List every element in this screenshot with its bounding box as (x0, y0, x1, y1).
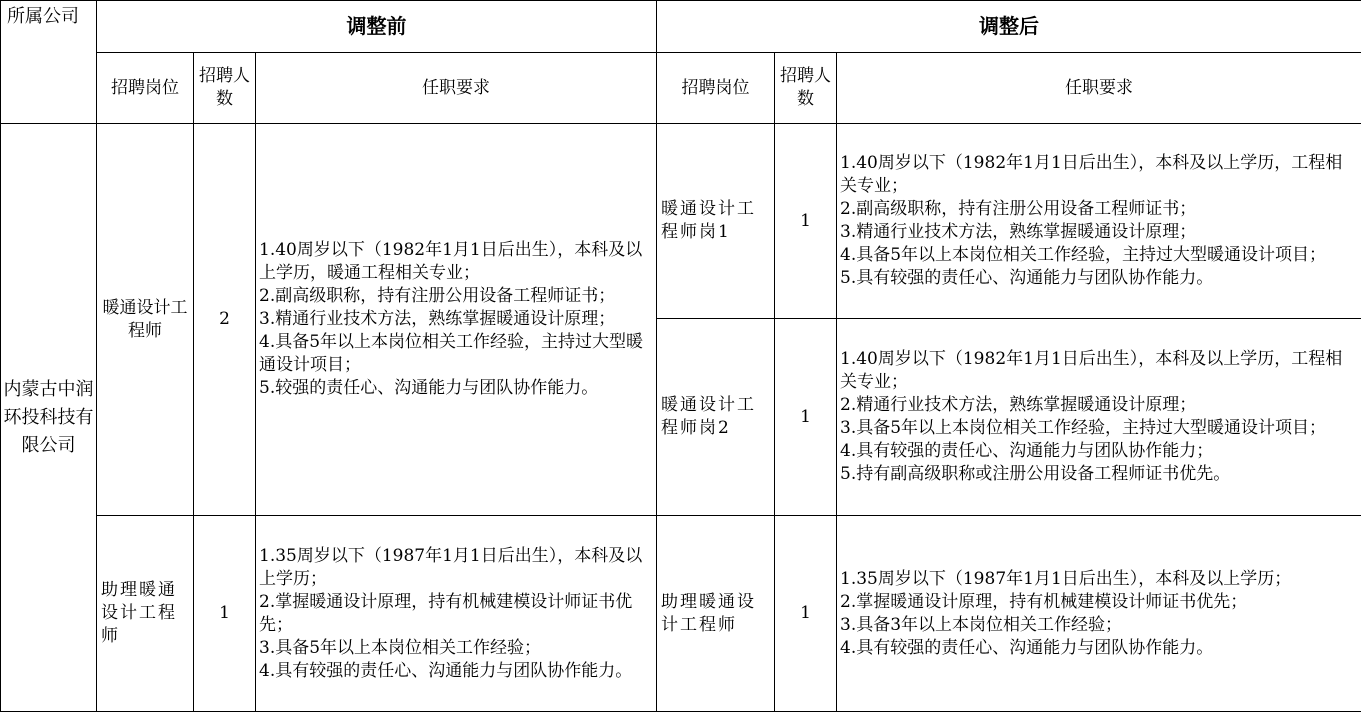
requirement-line: 3.具备5年以上本岗位相关工作经验； (259, 637, 542, 658)
requirement-line: 2.副高级职称，持有注册公用设备工程师证书； (259, 286, 616, 306)
requirement-line: 2.掌握暖通设计原理，持有机械建模设计师证书优先； (840, 591, 1248, 612)
before-header: 调整前 (97, 1, 657, 53)
requirement-line: 1.40周岁以下（1982年1月1日后出生），本科及以上学历，工程相关专业； (840, 153, 1343, 196)
requirement-line: 2.掌握暖通设计原理，持有机械建模设计师证书优先； (259, 591, 633, 635)
requirement-line: 1.35周岁以下（1987年1月1日后出生），本科及以上学历； (840, 568, 1292, 589)
before-requirements-2 (256, 516, 657, 712)
requirement-line: 5.较强的责任心、沟通能力与团队协作能力。 (259, 378, 599, 398)
before-requirements-header: 任职要求 (256, 53, 657, 124)
before-position-2: 助理暖通设计工程师 (97, 516, 194, 712)
after-position-1: 暖通设计工程师岗1 (657, 124, 775, 319)
requirement-line: 1.40周岁以下（1982年1月1日后出生），本科及以上学历，暖通工程相关专业； (259, 240, 643, 283)
requirement-line: 5.持有副高级职称或注册公用设备工程师证书优先。 (840, 464, 1231, 484)
requirement-line: 4.具备5年以上本岗位相关工作经验，主持过大型暖通设计项目； (259, 332, 644, 375)
requirement-line: 1.40周岁以下（1982年1月1日后出生），本科及以上学历，工程相关专业； (840, 349, 1343, 392)
after-requirements-3 (837, 516, 1361, 712)
after-position-2: 暖通设计工程师岗2 (657, 319, 775, 516)
company-column-header: 所属公司 (1, 1, 97, 124)
requirement-line: 3.具备5年以上本岗位相关工作经验，主持过大型暖通设计项目； (840, 418, 1327, 438)
requirement-line: 3.具备3年以上本岗位相关工作经验； (840, 614, 1123, 635)
requirement-line: 3.精通行业技术方法，熟练掌握暖通设计原理； (840, 222, 1197, 242)
requirement-line: 3.精通行业技术方法，熟练掌握暖通设计原理； (259, 309, 616, 329)
requirement-line: 5.具有较强的责任心、沟通能力与团队协作能力。 (840, 268, 1214, 288)
before-position-1: 暖通设计工程师 (97, 124, 194, 516)
requirement-line: 4.具有较强的责任心、沟通能力与团队协作能力； (840, 441, 1214, 461)
requirement-line: 2.精通行业技术方法，熟练掌握暖通设计原理； (840, 395, 1197, 415)
after-count-header: 招聘人数 (775, 53, 837, 124)
requirement-line: 4.具有较强的责任心、沟通能力与团队协作能力。 (259, 660, 633, 681)
requirement-line: 4.具有较强的责任心、沟通能力与团队协作能力。 (840, 637, 1214, 658)
after-count-2: 1 (775, 319, 837, 516)
company-name: 内蒙古中润环投科技有限公司 (1, 124, 97, 712)
requirement-line: 1.35周岁以下（1987年1月1日后出生），本科及以上学历； (259, 545, 643, 589)
after-position-3: 助理暖通设计工程师 (657, 516, 775, 712)
after-count-1: 1 (775, 124, 837, 319)
before-requirements-1 (256, 124, 657, 516)
after-requirements-2 (837, 319, 1361, 516)
requirement-line: 2.副高级职称，持有注册公用设备工程师证书； (840, 199, 1197, 219)
after-count-3: 1 (775, 516, 837, 712)
before-count-2: 1 (194, 516, 256, 712)
before-count-header: 招聘人数 (194, 53, 256, 124)
requirement-line: 4.具备5年以上本岗位相关工作经验，主持过大型暖通设计项目； (840, 245, 1327, 265)
before-position-header: 招聘岗位 (97, 53, 194, 124)
after-requirements-header: 任职要求 (837, 53, 1361, 124)
after-position-header: 招聘岗位 (657, 53, 775, 124)
after-header: 调整后 (657, 1, 1361, 53)
after-requirements-1 (837, 124, 1361, 319)
before-count-1: 2 (194, 124, 256, 516)
